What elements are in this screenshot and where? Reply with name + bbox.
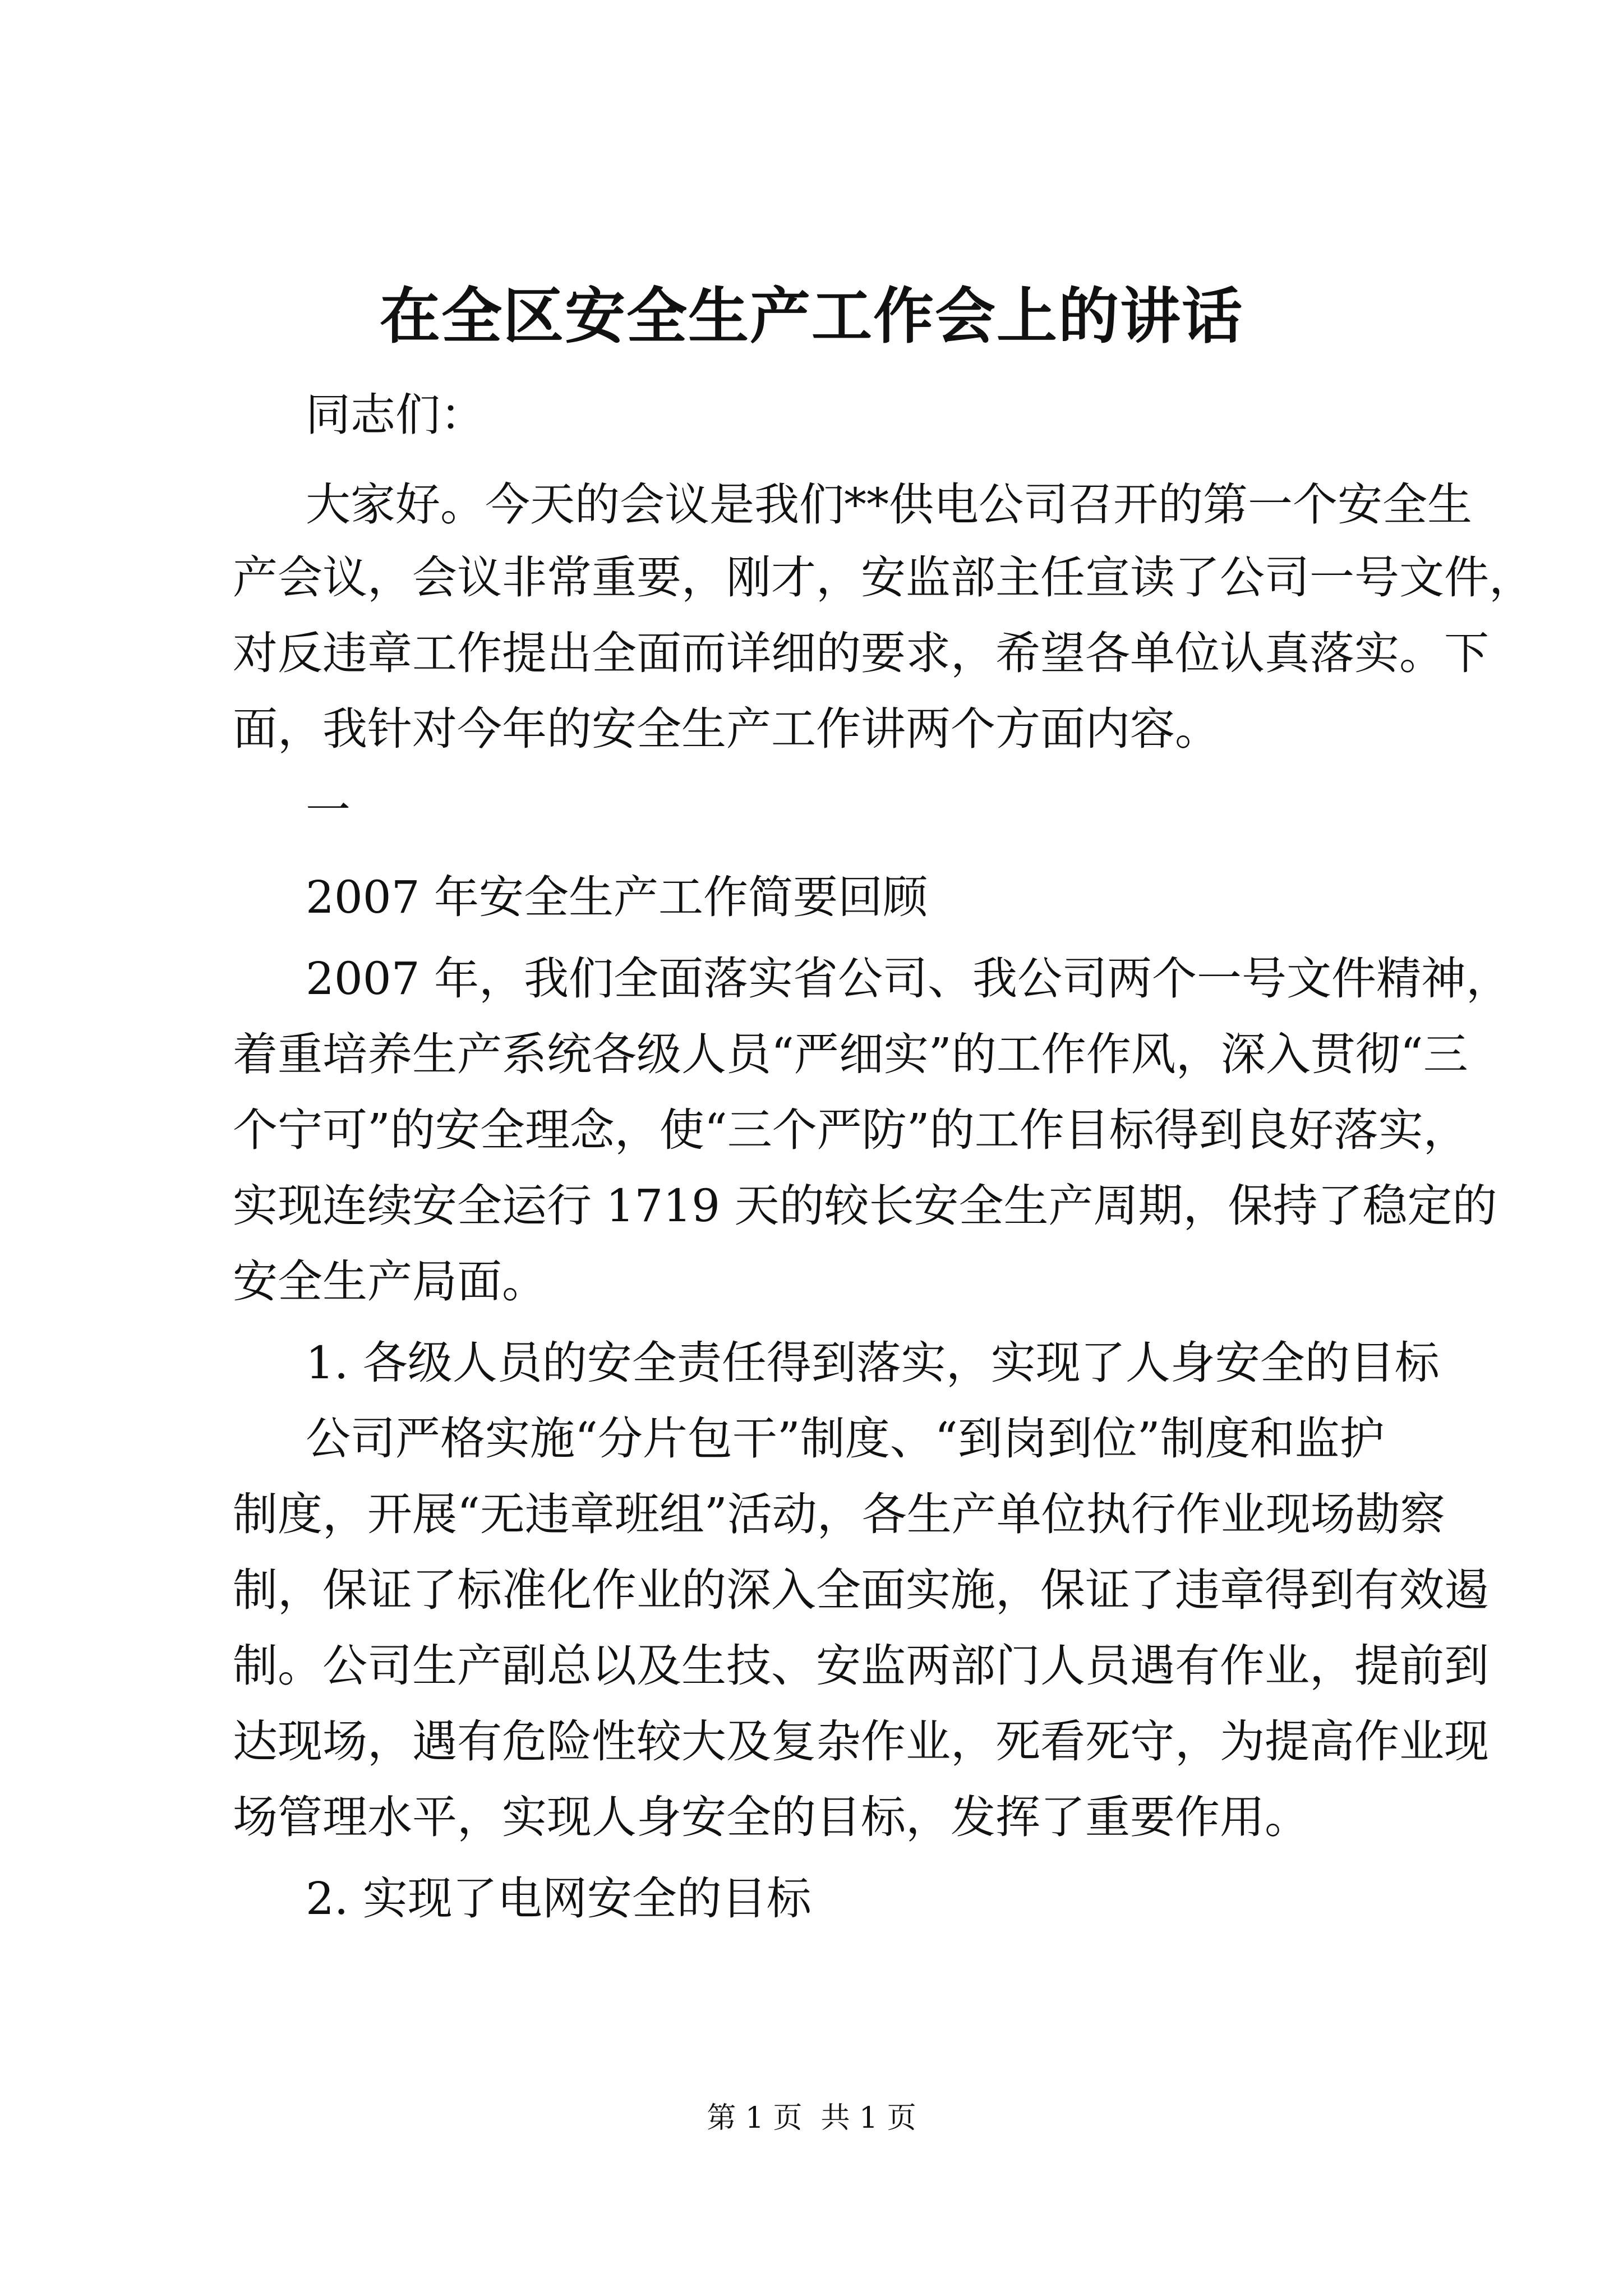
document-title: 在全区安全生产工作会上的讲话 [379,281,1243,352]
section-number: 一 [306,784,351,836]
paragraph-line: 大家好。今天的会议是我们**供电公司召开的第一个安全生 [306,478,1472,531]
paragraph-line: 制度，开展“无违章班组”活动，各生产单位执行作业现场勘察 [233,1488,1445,1540]
paragraph-line: 制。公司生产副总以及生技、安监两部门人员遇有作业，提前到 [233,1640,1489,1692]
paragraph-line: 公司严格实施“分片包干”制度、“到岗到位”制度和监护 [306,1412,1385,1465]
paragraph-line: 个宁可”的安全理念，使“三个严防”的工作目标得到良好落实， [233,1104,1468,1156]
subsection-heading: 1. 各级人员的安全责任得到落实，实现了人身安全的目标 [306,1337,1440,1389]
paragraph-line: 2007 年，我们全面落实省公司、我公司两个一号文件精神， [306,953,1511,1005]
paragraph-line: 产会议，会议非常重要，刚才，安监部主任宣读了公司一号文件， [233,551,1534,604]
paragraph-line: 场管理水平，实现人身安全的目标，发挥了重要作用。 [233,1791,1310,1843]
paragraph-line: 安全生产局面。 [233,1255,547,1308]
paragraph-line: 达现场，遇有危险性较大及复杂作业，死看死守，为提高作业现 [233,1715,1489,1768]
paragraph-line: 制，保证了标准化作业的深入全面实施，保证了违章得到有效遏 [233,1564,1489,1616]
section-heading: 2007 年安全生产工作简要回顾 [306,871,928,923]
page-footer: 第 1 页 共 1 页 [707,2101,916,2135]
paragraph-line: 实现连续安全运行 1719 天的较长安全生产周期，保持了稳定的 [233,1180,1497,1232]
paragraph-line: 面，我针对今年的安全生产工作讲两个方面内容。 [233,703,1220,755]
salutation: 同志们： [306,389,485,441]
subsection-heading: 2. 实现了电网安全的目标 [306,1872,811,1925]
paragraph-line: 对反违章工作提出全面而详细的要求，希望各单位认真落实。下 [233,627,1489,679]
paragraph-line: 着重培养生产系统各级人员“严细实”的工作作风，深入贯彻“三 [233,1028,1468,1080]
